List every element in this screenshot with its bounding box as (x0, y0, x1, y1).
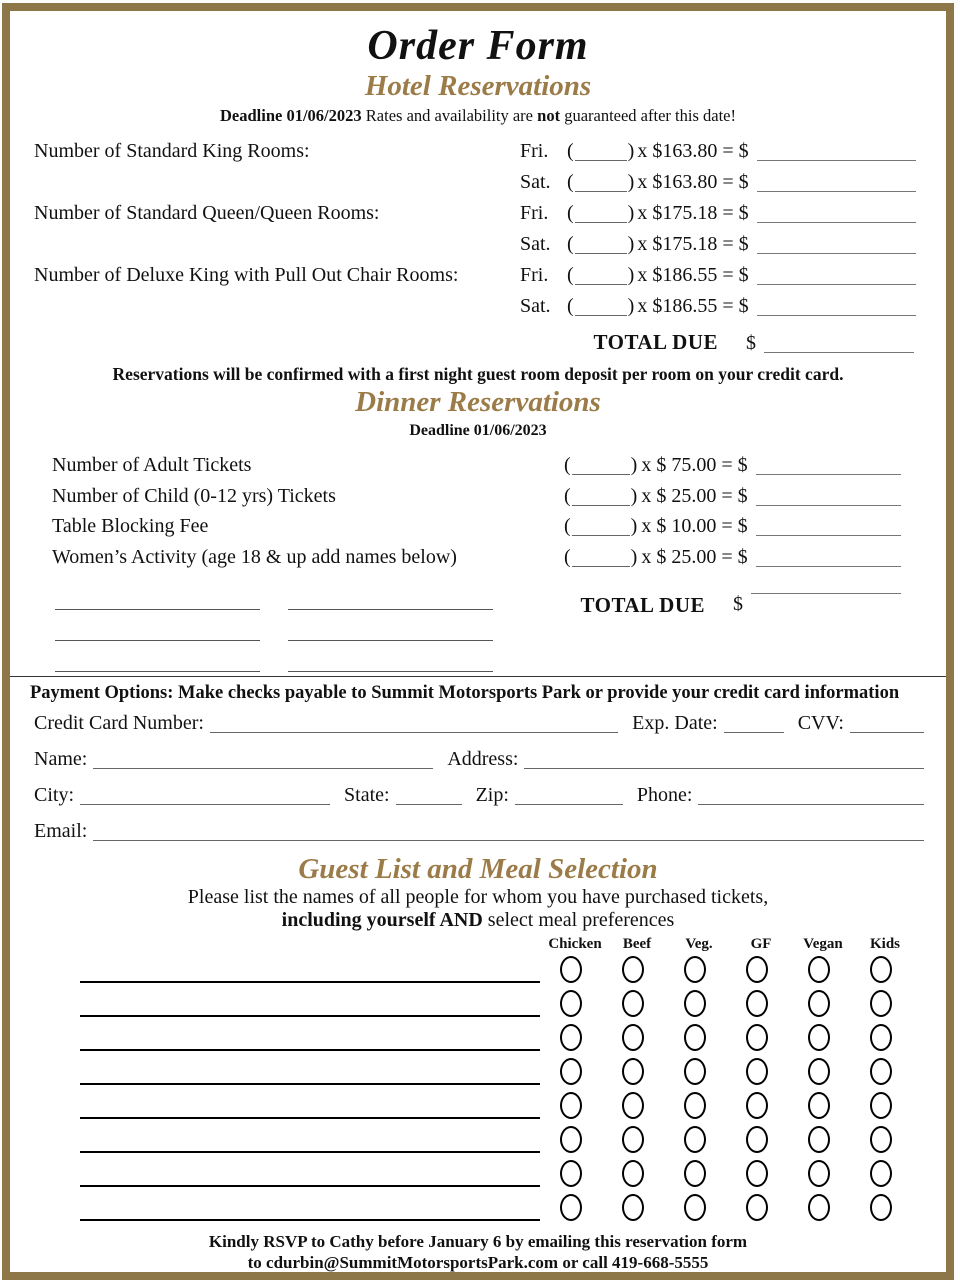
meal-radio-chicken[interactable] (560, 1024, 582, 1051)
dinner-total-row (525, 579, 946, 672)
meal-radio-veg[interactable] (684, 956, 706, 983)
day-label: Fri. (520, 140, 549, 163)
meal-radio-veg[interactable] (684, 1058, 706, 1085)
meal-radio-beef[interactable] (622, 1126, 644, 1153)
close-paren: ) (630, 515, 638, 538)
room-qty-field[interactable] (575, 315, 627, 316)
room-qty-field[interactable] (575, 160, 627, 161)
meal-radio-vegan[interactable] (808, 1092, 830, 1119)
email-label: Email: (34, 819, 88, 842)
dinner-row-adult (10, 451, 946, 482)
room-qty-field[interactable] (575, 253, 627, 254)
amount-field[interactable] (757, 222, 916, 223)
meal-radio-gf[interactable] (746, 956, 768, 983)
open-paren: ( (567, 140, 574, 163)
name-field[interactable] (55, 641, 260, 672)
name-field[interactable] (288, 610, 493, 641)
amount-field[interactable] (756, 474, 901, 475)
close-paren: ) (627, 264, 635, 287)
name-field[interactable] (55, 579, 260, 610)
meal-radio-kids[interactable] (870, 1058, 892, 1085)
day-label: Sat. (520, 171, 551, 194)
guest-instructions-line1: Please list the names of all people for whom you have purchased tickets, (187, 885, 769, 908)
hotel-total-field[interactable] (764, 352, 914, 353)
hotel-section-heading: Hotel Reservations (364, 70, 592, 103)
rate-label: x $ 25.00 = $ (641, 545, 748, 568)
hotel-deadline-not: not (537, 106, 561, 126)
meal-radio-gf[interactable] (746, 1126, 768, 1153)
meal-radio-veg[interactable] (684, 1194, 706, 1221)
guest-name-field[interactable] (80, 1117, 540, 1119)
phone-field[interactable] (698, 804, 924, 805)
guest-row (10, 953, 946, 987)
meal-radio-gf[interactable] (746, 1024, 768, 1051)
rate-label: x $163.80 = $ (637, 140, 749, 163)
ticket-label: Table Blocking Fee (52, 515, 209, 538)
rate-label: x $ 75.00 = $ (641, 454, 748, 477)
guest-name-field[interactable] (80, 1049, 540, 1051)
hotel-rows (10, 136, 946, 322)
meal-radio-gf[interactable] (746, 1058, 768, 1085)
meal-radio-vegan[interactable] (808, 1058, 830, 1085)
rate-label: x $ 25.00 = $ (641, 484, 748, 507)
city-state-zip-phone-row (10, 776, 946, 812)
city-field[interactable] (80, 804, 330, 805)
address-field[interactable] (524, 768, 924, 769)
guest-instructions-line2 (10, 909, 946, 932)
meal-radio-vegan[interactable] (808, 1194, 830, 1221)
open-paren: ( (564, 484, 571, 507)
meal-column-headers (10, 936, 946, 953)
meal-radio-chicken[interactable] (560, 1194, 582, 1221)
day-label: Sat. (520, 295, 551, 318)
close-paren: ) (627, 295, 635, 318)
meal-radio-gf[interactable] (746, 1194, 768, 1221)
meal-radio-veg[interactable] (684, 1160, 706, 1187)
state-field[interactable] (396, 804, 462, 805)
dinner-section-heading: Dinner Reservations (355, 386, 601, 419)
open-paren: ( (564, 454, 571, 477)
phone-label: Phone: (636, 783, 693, 806)
day-label: Fri. (520, 264, 549, 287)
meal-radio-chicken[interactable] (560, 990, 582, 1017)
hotel-total-row (10, 322, 946, 355)
email-row (10, 812, 946, 848)
page-border-frame (2, 3, 954, 1280)
hotel-row-queen-sat (10, 229, 946, 260)
cc-number-label: Credit Card Number: (34, 711, 204, 734)
meal-radio-kids[interactable] (870, 990, 892, 1017)
guest-list-heading: Guest List and Meal Selection (298, 852, 658, 885)
meal-col-veg: Veg. (685, 935, 713, 952)
state-label: State: (344, 783, 390, 806)
hotel-total-label: TOTAL DUE (593, 330, 718, 355)
deposit-note: Reservations will be confirmed with a first night guest room deposit per room on your credit card. (112, 364, 844, 385)
day-label: Fri. (520, 202, 549, 225)
guest-row (10, 1055, 946, 1089)
womens-activity-names-block (10, 579, 946, 672)
name-field[interactable] (288, 579, 493, 610)
room-type-label: Number of Standard Queen/Queen Rooms: (34, 202, 380, 225)
open-paren: ( (567, 202, 574, 225)
dinner-deadline: Deadline 01/06/2023 (409, 421, 547, 439)
guest-row (10, 1021, 946, 1055)
name-address-row (10, 740, 946, 776)
amount-field[interactable] (756, 566, 901, 567)
meal-radio-beef[interactable] (622, 1058, 644, 1085)
city-label: City: (34, 783, 75, 806)
close-paren: ) (627, 171, 635, 194)
meal-radio-veg[interactable] (684, 990, 706, 1017)
guest-row (10, 1191, 946, 1225)
meal-radio-chicken[interactable] (560, 1126, 582, 1153)
meal-radio-chicken[interactable] (560, 1092, 582, 1119)
name-field[interactable] (55, 610, 260, 641)
meal-radio-beef[interactable] (622, 990, 644, 1017)
zip-label: Zip: (475, 783, 509, 806)
meal-radio-beef[interactable] (622, 956, 644, 983)
page-title: Order Form (367, 23, 589, 69)
dinner-total-field[interactable] (751, 593, 901, 594)
rsvp-line1: Kindly RSVP to Cathy before January 6 by emailing this reservation form (208, 1231, 748, 1251)
meal-radio-kids[interactable] (870, 1024, 892, 1051)
guest-name-field[interactable] (80, 1083, 540, 1085)
exp-date-field[interactable] (724, 732, 784, 733)
meal-col-gf: GF (750, 935, 772, 952)
guest-name-field[interactable] (80, 1015, 540, 1017)
dollar-sign: $ (746, 332, 756, 355)
rate-label: x $175.18 = $ (637, 202, 749, 225)
open-paren: ( (567, 171, 574, 194)
ticket-label: Number of Child (0-12 yrs) Tickets (52, 484, 336, 507)
open-paren: ( (567, 264, 574, 287)
hotel-row-king-sat (10, 167, 946, 198)
dinner-row-child (10, 481, 946, 512)
name-label: Name: (34, 747, 88, 770)
cvv-label: CVV: (797, 711, 844, 734)
meal-radio-kids[interactable] (870, 1092, 892, 1119)
guest-name-field[interactable] (80, 981, 540, 983)
ticket-label: Number of Adult Tickets (52, 454, 252, 477)
close-paren: ) (630, 545, 638, 568)
amount-field[interactable] (756, 505, 901, 506)
guest-row (10, 1089, 946, 1123)
guest-name-field[interactable] (80, 1219, 540, 1221)
rsvp-line2: to cdurbin@SummitMotorsportsPark.com or call 419-668-5555 (247, 1252, 709, 1272)
dinner-row-womens-activity (10, 542, 946, 573)
room-qty-field[interactable] (575, 191, 627, 192)
meal-radio-vegan[interactable] (808, 1160, 830, 1187)
hotel-deadline-note (10, 106, 946, 126)
credit-card-row (10, 704, 946, 740)
meal-radio-veg[interactable] (684, 1126, 706, 1153)
guest-name-field[interactable] (80, 1185, 540, 1187)
amount-field[interactable] (757, 160, 916, 161)
ticket-qty-field[interactable] (572, 566, 630, 567)
hotel-row-queen-fri (10, 198, 946, 229)
meal-radio-kids[interactable] (870, 956, 892, 983)
meal-radio-vegan[interactable] (808, 1024, 830, 1051)
meal-radio-beef[interactable] (622, 1024, 644, 1051)
amount-field[interactable] (757, 253, 916, 254)
meal-radio-chicken[interactable] (560, 1160, 582, 1187)
meal-radio-veg[interactable] (684, 1024, 706, 1051)
rate-label: x $175.18 = $ (637, 233, 749, 256)
close-paren: ) (627, 140, 635, 163)
close-paren: ) (630, 454, 638, 477)
guest-row (10, 987, 946, 1021)
room-qty-field[interactable] (575, 222, 627, 223)
guest-row (10, 1157, 946, 1191)
meal-radio-gf[interactable] (746, 1160, 768, 1187)
meal-radio-gf[interactable] (746, 990, 768, 1017)
rate-label: x $186.55 = $ (637, 295, 749, 318)
hotel-row-deluxe-fri (10, 260, 946, 291)
address-label: Address: (447, 747, 519, 770)
amount-field[interactable] (757, 315, 916, 316)
hotel-deadline-end: guaranteed after this date! (560, 106, 736, 126)
cc-number-field[interactable] (210, 732, 618, 733)
meal-col-kids: Kids (869, 935, 900, 952)
meal-col-vegan: Vegan (803, 935, 843, 952)
ticket-qty-field[interactable] (572, 474, 630, 475)
day-label: Sat. (520, 233, 551, 256)
meal-radio-kids[interactable] (870, 1160, 892, 1187)
hotel-deadline-text: Rates and availability are (361, 106, 538, 126)
guest-name-field[interactable] (80, 1151, 540, 1153)
dollar-sign: $ (733, 592, 743, 615)
open-paren: ( (564, 515, 571, 538)
ticket-qty-field[interactable] (572, 535, 630, 536)
close-paren: ) (627, 233, 635, 256)
meal-radio-beef[interactable] (622, 1092, 644, 1119)
close-paren: ) (627, 202, 635, 225)
meal-radio-beef[interactable] (622, 1194, 644, 1221)
ticket-label: Women’s Activity (age 18 & up add names below) (52, 545, 457, 568)
payment-options-heading: Payment Options: Make checks payable to Summit Motorsports Park or provide your credit card information (30, 682, 900, 703)
cvv-field[interactable] (850, 732, 924, 733)
rate-label: x $163.80 = $ (637, 171, 749, 194)
name-field[interactable] (93, 768, 433, 769)
meal-radio-vegan[interactable] (808, 956, 830, 983)
room-type-label: Number of Standard King Rooms: (34, 140, 310, 163)
order-form (10, 11, 946, 1272)
hotel-row-deluxe-sat (10, 291, 946, 322)
close-paren: ) (630, 484, 638, 507)
meal-col-chicken: Chicken (548, 935, 602, 952)
amount-field[interactable] (757, 191, 916, 192)
room-type-label: Number of Deluxe King with Pull Out Chair Rooms: (34, 264, 459, 287)
zip-field[interactable] (515, 804, 623, 805)
rate-label: x $186.55 = $ (637, 264, 749, 287)
guest-row (10, 1123, 946, 1157)
dinner-rows (10, 451, 946, 573)
meal-radio-vegan[interactable] (808, 1126, 830, 1153)
hotel-deadline-date: Deadline 01/06/2023 (220, 106, 362, 126)
meal-radio-chicken[interactable] (560, 956, 582, 983)
meal-radio-kids[interactable] (870, 1126, 892, 1153)
meal-col-beef: Beef (622, 935, 652, 952)
amount-field[interactable] (757, 284, 916, 285)
meal-radio-chicken[interactable] (560, 1058, 582, 1085)
meal-radio-veg[interactable] (684, 1092, 706, 1119)
guest-instructions-bold: including yourself AND (281, 908, 483, 931)
rsvp-footer (10, 1231, 946, 1273)
open-paren: ( (567, 295, 574, 318)
womens-activity-name-lines (10, 579, 525, 672)
room-qty-field[interactable] (575, 284, 627, 285)
dinner-total-label: TOTAL DUE (580, 592, 705, 617)
open-paren: ( (564, 545, 571, 568)
name-field[interactable] (288, 641, 493, 672)
ticket-qty-field[interactable] (572, 505, 630, 506)
guest-instructions-rest: select meal preferences (482, 908, 675, 931)
exp-date-label: Exp. Date: (632, 711, 718, 734)
meal-radio-kids[interactable] (870, 1194, 892, 1221)
meal-radio-gf[interactable] (746, 1092, 768, 1119)
rate-label: x $ 10.00 = $ (641, 515, 748, 538)
email-field[interactable] (93, 840, 924, 841)
amount-field[interactable] (756, 535, 901, 536)
open-paren: ( (567, 233, 574, 256)
meal-radio-beef[interactable] (622, 1160, 644, 1187)
hotel-row-king-fri (10, 136, 946, 167)
meal-radio-vegan[interactable] (808, 990, 830, 1017)
dinner-row-table-fee (10, 512, 946, 543)
